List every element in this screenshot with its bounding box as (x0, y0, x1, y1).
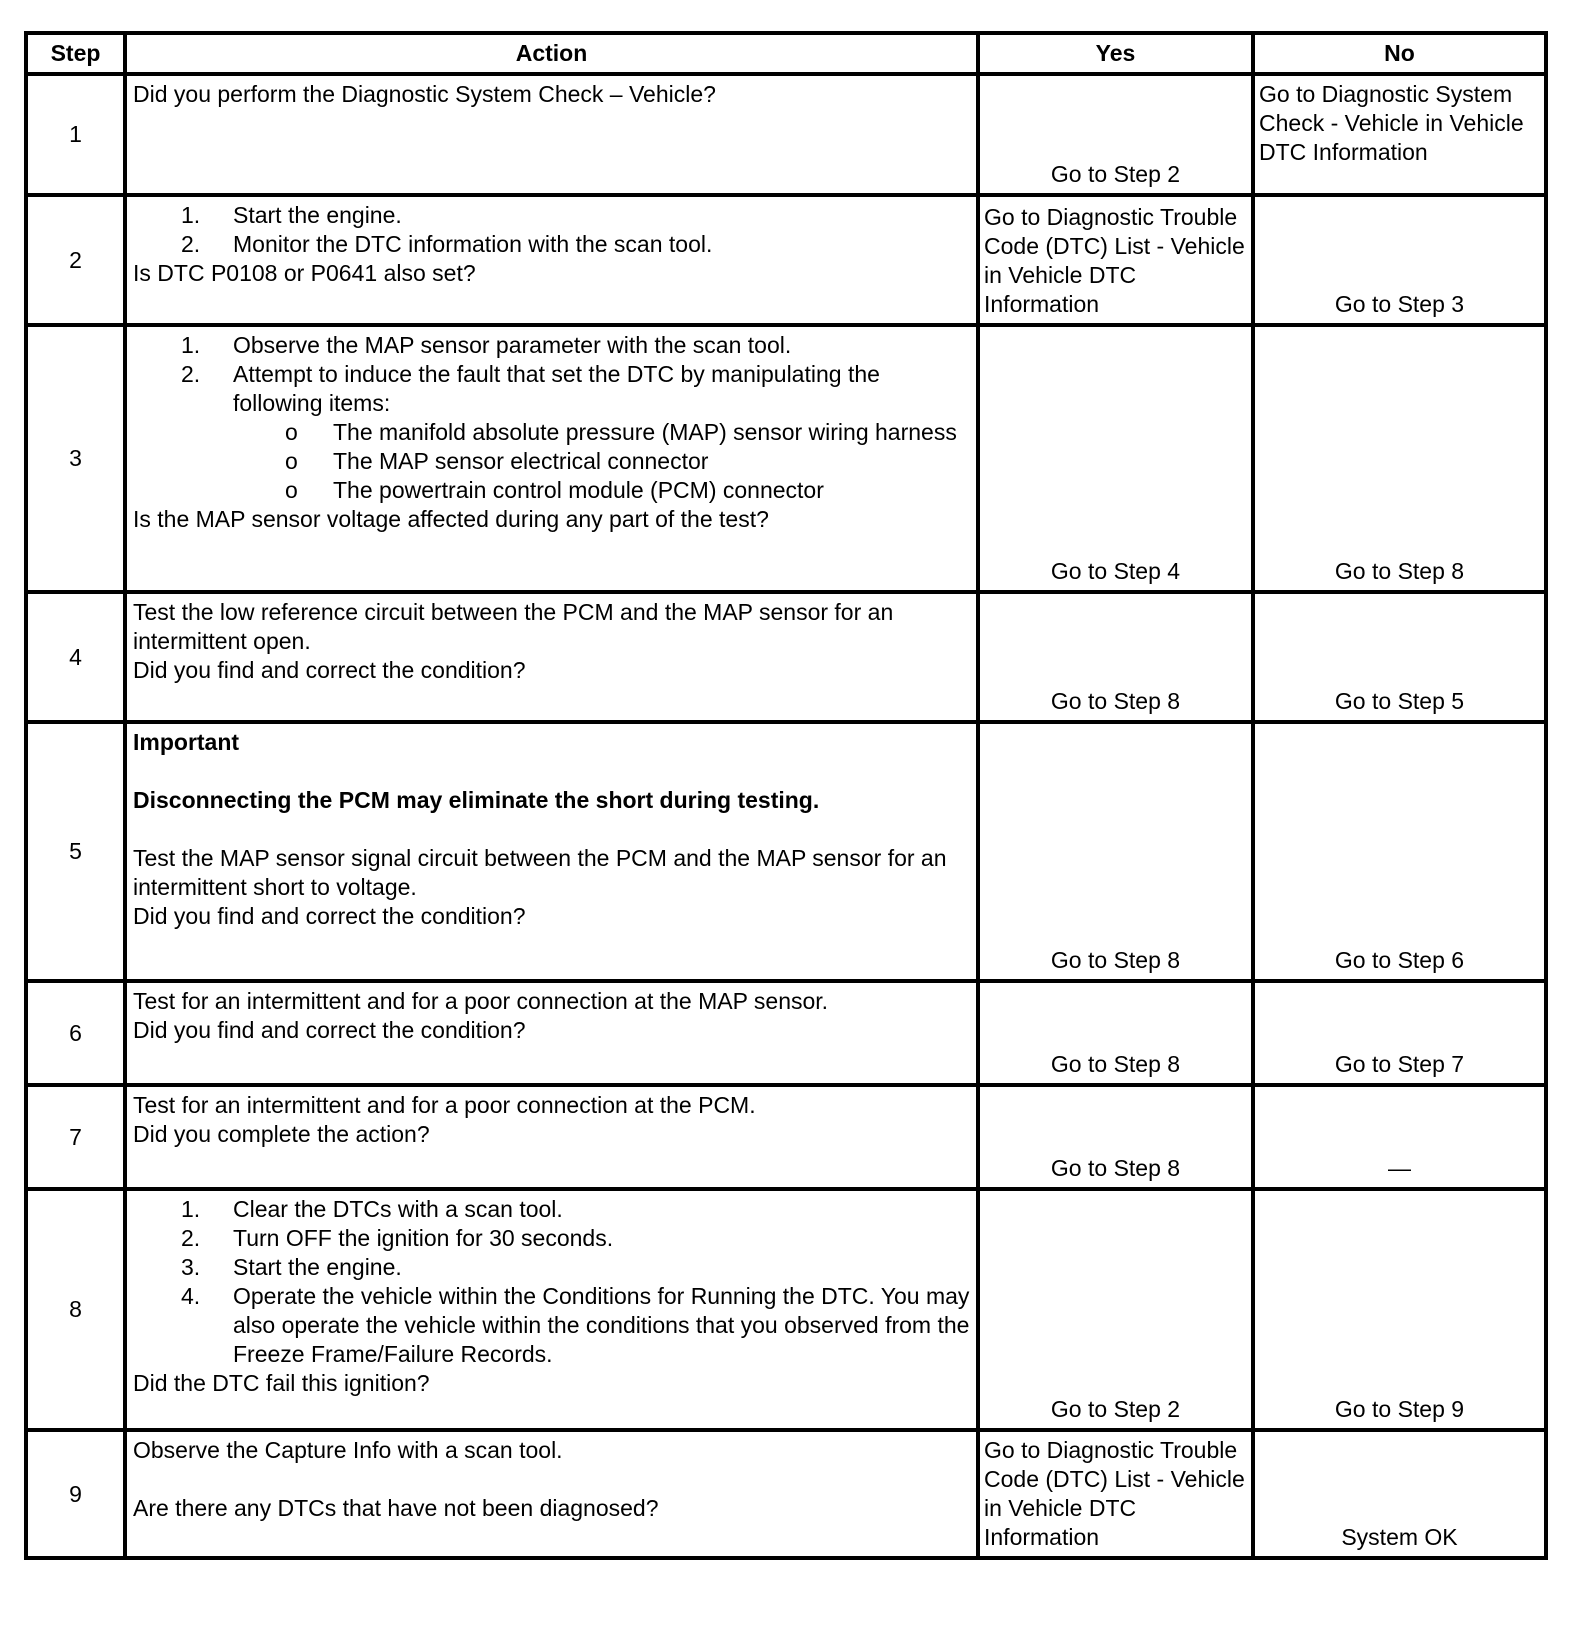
step-number: 2 (26, 195, 125, 325)
sublist-item: o The powertrain control module (PCM) connector (285, 477, 824, 503)
step-number: 9 (26, 1430, 125, 1558)
yes-cell: Go to Diagnostic Trouble Code (DTC) List - Vehicle in Vehicle DTC Information (978, 195, 1253, 325)
important-label: Important (133, 729, 240, 755)
action-cell (125, 325, 978, 592)
action-question: Are there any DTCs that have not been diagnosed? (133, 1495, 659, 1521)
action-text: Observe the Capture Info with a scan tool. (133, 1437, 563, 1463)
yes-cell: Go to Step 8 (978, 981, 1253, 1085)
action-question: Is the MAP sensor voltage affected during any part of the test? (133, 506, 769, 532)
table-row (26, 1085, 1546, 1189)
table-row (26, 592, 1546, 722)
sublist-item: o The MAP sensor electrical connector (285, 448, 709, 474)
action-question: Did the DTC fail this ignition? (133, 1370, 430, 1396)
no-cell: System OK (1253, 1430, 1546, 1558)
action-cell (125, 1430, 978, 1558)
step-number: 7 (26, 1085, 125, 1189)
list-item: 1. Start the engine. (181, 202, 402, 228)
header-row (26, 33, 1546, 74)
step-number: 4 (26, 592, 125, 722)
important-note: Disconnecting the PCM may eliminate the short during testing. (133, 787, 820, 813)
action-text: Test for an intermittent and for a poor connection at the MAP sensor. (133, 988, 829, 1014)
action-text: Test the MAP sensor signal circuit between the PCM and the MAP sensor for an intermittent short to voltage. (133, 845, 947, 900)
list-item: 2. Attempt to induce the fault that set the DTC by manipulating the following items: (181, 361, 880, 416)
table-row (26, 325, 1546, 592)
list-item: 2. Monitor the DTC information with the scan tool. (181, 231, 713, 257)
action-list (133, 331, 970, 418)
header-yes: Yes (978, 33, 1253, 74)
header-action: Action (125, 33, 978, 74)
yes-cell: Go to Step 8 (978, 1085, 1253, 1189)
no-cell: Go to Step 6 (1253, 722, 1546, 981)
yes-cell: Go to Step 4 (978, 325, 1253, 592)
action-cell (125, 74, 978, 195)
action-cell (125, 1085, 978, 1189)
action-list (133, 201, 970, 259)
no-cell: Go to Step 7 (1253, 981, 1546, 1085)
sublist-item: o The manifold absolute pressure (MAP) sensor wiring harness (285, 419, 957, 445)
action-list (133, 1195, 970, 1369)
header-no: No (1253, 33, 1546, 74)
action-cell (125, 592, 978, 722)
no-cell: — (1253, 1085, 1546, 1189)
action-question: Did you complete the action? (133, 1121, 430, 1147)
list-item: 2. Turn OFF the ignition for 30 seconds. (181, 1225, 614, 1251)
no-cell: Go to Step 5 (1253, 592, 1546, 722)
step-number: 5 (26, 722, 125, 981)
no-cell: Go to Step 9 (1253, 1189, 1546, 1430)
action-text: Test for an intermittent and for a poor connection at the PCM. (133, 1092, 756, 1118)
list-item: 3. Start the engine. (181, 1254, 402, 1280)
yes-cell: Go to Step 2 (978, 1189, 1253, 1430)
list-item: 1. Clear the DTCs with a scan tool. (181, 1196, 563, 1222)
step-number: 1 (26, 74, 125, 195)
action-question: Did you find and correct the condition? (133, 903, 526, 929)
yes-cell: Go to Diagnostic Trouble Code (DTC) List - Vehicle in Vehicle DTC Information (978, 1430, 1253, 1558)
table-row (26, 195, 1546, 325)
list-item: 4. Operate the vehicle within the Conditions for Running the DTC. You may also operate the vehicle within the conditions that you observed from the Freeze Frame/Failure Records. (181, 1283, 970, 1367)
yes-cell: Go to Step 8 (978, 722, 1253, 981)
table-row (26, 722, 1546, 981)
list-item: 1. Observe the MAP sensor parameter with the scan tool. (181, 332, 792, 358)
action-question: Did you find and correct the condition? (133, 1017, 526, 1043)
header-step: Step (26, 33, 125, 74)
action-question: Did you find and correct the condition? (133, 657, 526, 683)
action-text: Test the low reference circuit between the PCM and the MAP sensor for an intermittent open. (133, 599, 894, 654)
yes-cell: Go to Step 2 (978, 74, 1253, 195)
action-text: Did you perform the Diagnostic System Check – Vehicle? (133, 81, 716, 107)
action-cell (125, 981, 978, 1085)
action-cell (125, 195, 978, 325)
step-number: 3 (26, 325, 125, 592)
table-row (26, 74, 1546, 195)
diagnostic-table (24, 31, 1548, 1560)
yes-cell: Go to Step 8 (978, 592, 1253, 722)
table-row (26, 1430, 1546, 1558)
no-cell: Go to Step 3 (1253, 195, 1546, 325)
action-question: Is DTC P0108 or P0641 also set? (133, 260, 476, 286)
table-row (26, 1189, 1546, 1430)
no-cell: Go to Step 8 (1253, 325, 1546, 592)
action-cell (125, 722, 978, 981)
table-row (26, 981, 1546, 1085)
step-number: 8 (26, 1189, 125, 1430)
action-cell (125, 1189, 978, 1430)
no-cell: Go to Diagnostic System Check - Vehicle in Vehicle DTC Information (1253, 74, 1546, 195)
step-number: 6 (26, 981, 125, 1085)
action-sublist (233, 418, 970, 505)
